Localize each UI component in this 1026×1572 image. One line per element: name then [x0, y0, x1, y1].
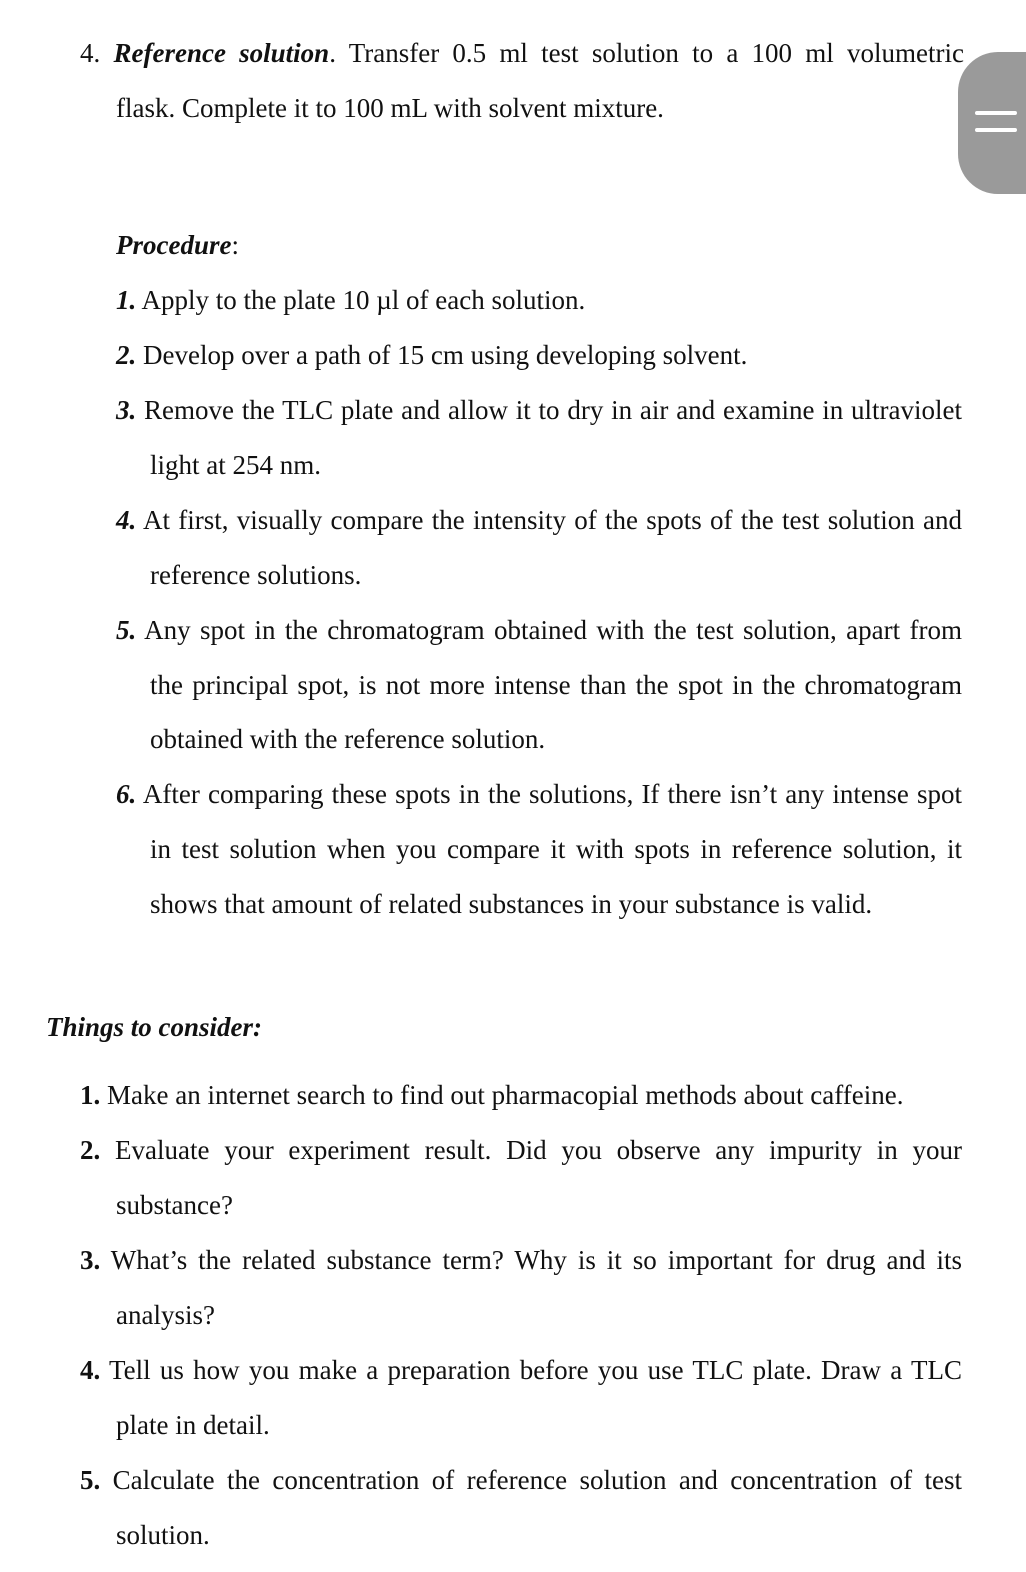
consideration-item-5-cont: solution.	[116, 1520, 210, 1550]
procedure-heading: Procedure:	[116, 230, 239, 260]
side-drag-handle[interactable]	[958, 52, 1026, 194]
consideration-item-3-cont: analysis?	[116, 1300, 215, 1330]
procedure-step-1: 1. Apply to the plate 10 µl of each solution.	[116, 285, 586, 315]
reference-line-1	[80, 40, 964, 67]
procedure-step-5-cont: obtained with the reference solution.	[150, 724, 546, 754]
handle-grip-line	[975, 128, 1017, 132]
consideration-item-4-cont: plate in detail.	[116, 1410, 270, 1440]
handle-grip-line	[975, 111, 1017, 115]
procedure-step-3: 3. Remove the TLC plate and allow it to dry in air and examine in ultraviolet	[116, 395, 962, 425]
procedure-step-6-cont: shows that amount of related substances in your substance is valid.	[150, 889, 873, 919]
consideration-item-4: 4. Tell us how you make a preparation before you use TLC plate. Draw a TLC	[80, 1355, 963, 1385]
reference-label: Reference solution	[113, 38, 330, 68]
procedure-step-4-cont: reference solutions.	[150, 560, 362, 590]
consideration-item-2: 2. Evaluate your experiment result. Did you observe any impurity in your	[80, 1135, 963, 1165]
procedure-step-2: 2. Develop over a path of 15 cm using developing solvent.	[116, 340, 748, 370]
reference-text-1: . Transfer 0.5 ml test solution to a 100 ml volumetric	[329, 38, 964, 68]
procedure-step-6: 6. After comparing these spots in the solutions, If there isn’t any intense spot	[116, 779, 962, 809]
procedure-step-3-cont: light at 254 nm.	[150, 450, 321, 480]
procedure-step-5: 5. Any spot in the chromatogram obtained with the test solution, apart from	[116, 615, 963, 645]
procedure-step-4: 4. At first, visually compare the intensity of the spots of the test solution and	[116, 505, 963, 535]
consideration-item-5: 5. Calculate the concentration of reference solution and concentration of test	[80, 1465, 963, 1495]
procedure-step-5-cont: the principal spot, is not more intense than the spot in the chromatogram	[150, 670, 962, 700]
considerations-heading: Things to consider:	[46, 1012, 263, 1042]
reference-line-2: flask. Complete it to 100 mL with solvent mixture.	[116, 93, 664, 123]
consideration-item-1: 1. Make an internet search to find out pharmacopial methods about caffeine.	[80, 1080, 904, 1110]
reference-number: 4.	[80, 38, 114, 68]
procedure-step-6-cont: in test solution when you compare it with spots in reference solution, it	[150, 834, 962, 864]
consideration-item-3: 3. What’s the related substance term? Why is it so important for drug and its	[80, 1245, 963, 1275]
consideration-item-2-cont: substance?	[116, 1190, 233, 1220]
